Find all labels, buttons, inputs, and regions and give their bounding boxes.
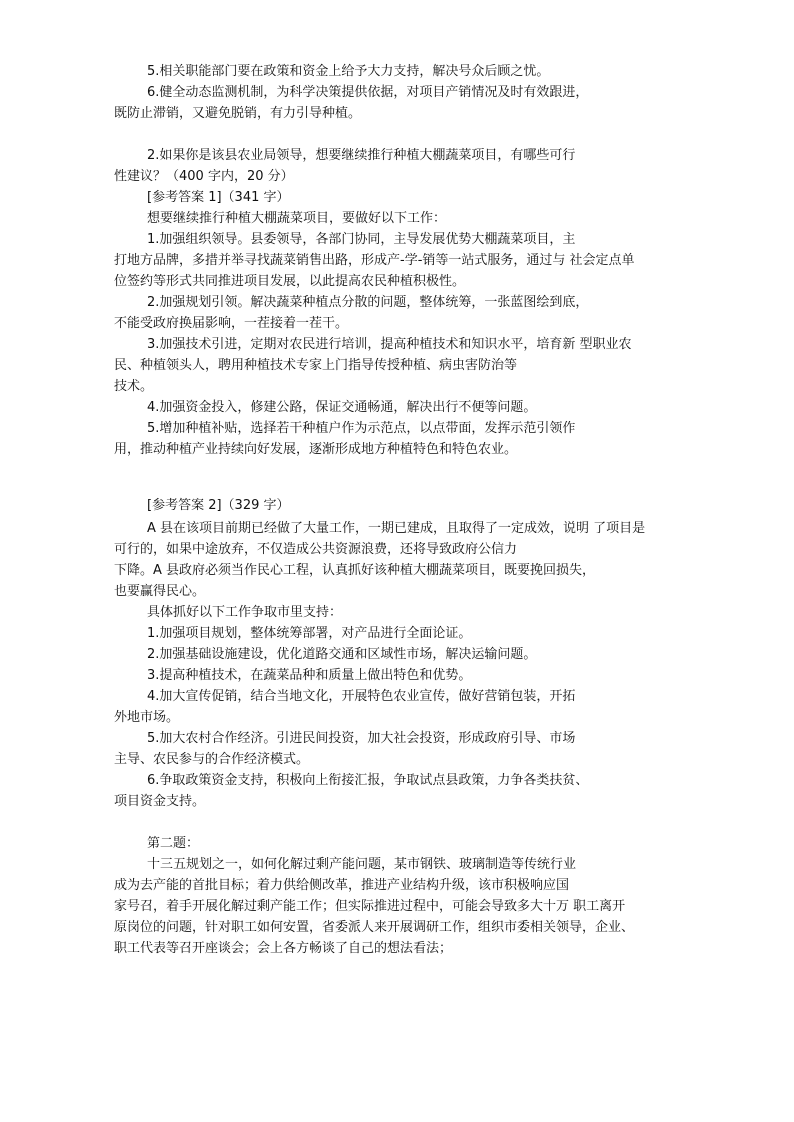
text-line: 主导、农民参与的合作经济模式。 xyxy=(114,752,310,767)
text-line: 位签约等形式共同推进项目发展，以此提高农民种植积极性。 xyxy=(114,274,466,289)
text-line: 3.加强技术引进，定期对农民进行培训，提高种植技术和知识水平，培育新 型职业农 xyxy=(147,337,632,352)
text-line: 1.加强项目规划，整体统筹部署，对产品进行全面论证。 xyxy=(147,626,472,641)
text-line: 民、种植领头人，聘用种植技术专家上门指导传授种植、病虫害防治等 xyxy=(114,358,518,373)
text-line: 6.健全动态监测机制，为科学决策提供依据，对项目产销情况及时有效跟进， xyxy=(147,85,589,100)
text-line: 既防止滞销，又避免脱销，有力引导种植。 xyxy=(114,106,362,121)
text-line: 2.加强基础设施建设，优化道路交通和区域性市场，解决运输问题。 xyxy=(147,647,537,662)
text-line: 2.加强规划引领。解决蔬菜种植点分散的问题，整体统筹，一张蓝图绘到底， xyxy=(147,295,589,310)
text-line: 3.提高种植技术，在蔬菜品种和质量上做出特色和优势。 xyxy=(147,668,472,683)
text-line: 家号召，着手开展化解过剩产能工作；但实际推进过程中，可能会导致多大十万 职工离开 xyxy=(114,899,626,914)
text-line: 可行的，如果中途放弃，不仅造成公共资源浪费，还将导致政府公信力 xyxy=(114,542,518,557)
text-line: 4.加强资金投入，修建公路，保证交通畅通，解决出行不便等问题。 xyxy=(147,400,537,415)
text-line: 想要继续推行种植大棚蔬菜项目，要做好以下工作： xyxy=(147,211,447,226)
text-line: 外地市场。 xyxy=(114,710,180,725)
question-heading: 性建议？（400 字内，20 分） xyxy=(114,169,294,184)
section-heading: 第二题： xyxy=(147,836,200,851)
text-line: 6.争取政策资金支持，积极向上衔接汇报，争取试点县政策，力争各类扶贫、 xyxy=(147,773,589,788)
text-line: 5.加大农村合作经济。引进民间投资，加大社会投资，形成政府引导、市场 xyxy=(147,731,576,746)
text-line: 具体抓好以下工作争取市里支持： xyxy=(147,605,343,620)
text-line: 不能受政府换届影响，一茬接着一茬干。 xyxy=(114,316,349,331)
text-line: 原岗位的问题，针对职工如何安置，省委派人来开展调研工作，组织市委相关领导，企业、 xyxy=(114,920,635,935)
text-line: 5.相关职能部门要在政策和资金上给予大力支持，解决号众后顾之忧。 xyxy=(147,64,550,79)
text-line: 打地方品牌，多措并举寻找蔬菜销售出路，形成产-学-销等一站式服务，通过与 社会定点单 xyxy=(114,253,635,268)
text-line: 技术。 xyxy=(114,379,154,394)
text-line: 也要赢得民心。 xyxy=(114,584,206,599)
text-line: A 县在该项目前期已经做了大量工作，一期已建成，且取得了一定成效，说明 了项目是 xyxy=(147,521,646,536)
text-line: 5.增加种植补贴，选择若干种植户作为示范点，以点带面，发挥示范引领作 xyxy=(147,421,576,436)
text-line: 1.加强组织领导。县委领导，各部门协同，主导发展优势大棚蔬菜项目，主 xyxy=(147,232,576,247)
text-line: 十三五规划之一，如何化解过剩产能问题，某市钢铁、玻璃制造等传统行业 xyxy=(147,857,577,872)
answer-heading: [参考答案 1]（341 字） xyxy=(147,190,290,205)
text-line: 职工代表等召开座谈会；会上各方畅谈了自己的想法看法； xyxy=(114,941,453,956)
text-line: 用，推动种植产业持续向好发展，逐渐形成地方种植特色和特色农业。 xyxy=(114,442,518,457)
text-line: 4.加大宣传促销，结合当地文化，开展特色农业宣传，做好营销包装，开拓 xyxy=(147,689,576,704)
text-line: 项目资金支持。 xyxy=(114,794,206,809)
text-line: 成为去产能的首批目标；着力供给侧改革，推进产业结构升级，该市积极响应国 xyxy=(114,878,570,893)
question-heading: 2.如果你是该县农业局领导，想要继续推行种植大棚蔬菜项目，有哪些可行 xyxy=(147,148,576,163)
answer-heading: [参考答案 2]（329 字） xyxy=(147,498,290,513)
text-line: 下降。A 县政府必须当作民心工程，认真抓好该种植大棚蔬菜项目，既要挽回损失， xyxy=(114,563,596,578)
